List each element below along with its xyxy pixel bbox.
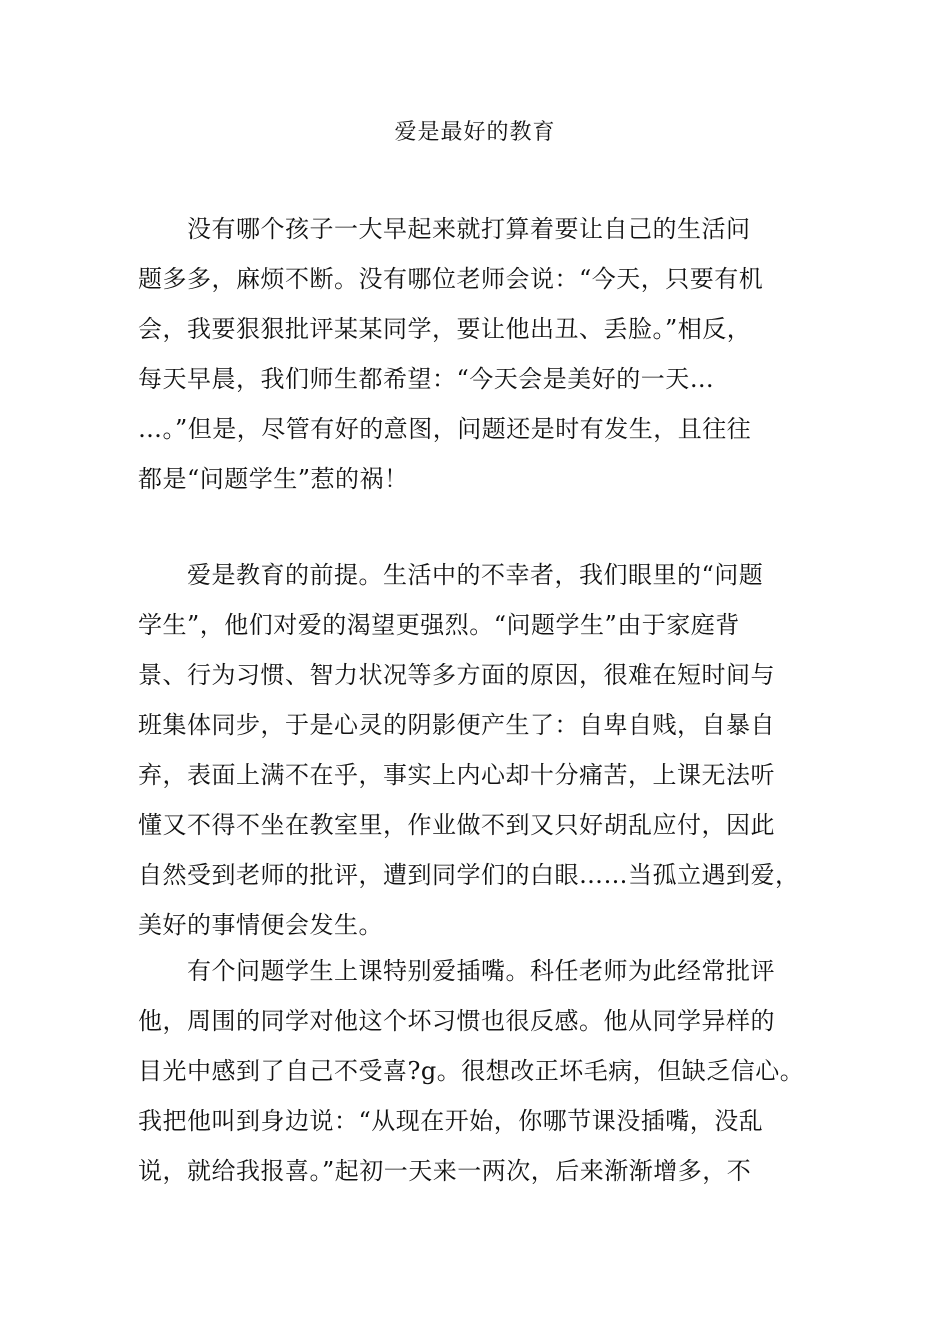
text-line: 都是“问题学生”惹的祸！ bbox=[138, 465, 409, 493]
text-line: 每天早晨，我们师生都希望：“今天会是美好的一天… bbox=[138, 365, 715, 393]
text-line: 懂又不得不坐在教室里，作业做不到又只好胡乱应付，因此 bbox=[138, 811, 775, 839]
text-line: 美好的事情便会发生。 bbox=[138, 911, 383, 939]
text-line: 景、行为习惯、智力状况等多方面的原因，很难在短时间与 bbox=[138, 661, 775, 689]
text-line: 班集体同步，于是心灵的阴影便产生了：自卑自贱，自暴自 bbox=[138, 711, 775, 739]
text-line: 目光中感到了自己不受喜?g。很想改正坏毛病，但缺乏信心。 bbox=[138, 1057, 805, 1085]
paragraph-1 bbox=[138, 204, 818, 504]
text-line: 爱是教育的前提。生活中的不幸者，我们眼里的“问题 bbox=[138, 561, 764, 589]
text-line: 没有哪个孩子一大早起来就打算着要让自己的生活问 bbox=[138, 215, 751, 243]
paragraph-3 bbox=[138, 946, 818, 1196]
text-line: 题多多，麻烦不断。没有哪位老师会说：“今天，只要有机 bbox=[138, 265, 764, 293]
text-line: 说，就给我报喜。”起初一天来一两次，后来渐渐增多，不 bbox=[138, 1157, 752, 1185]
text-line: 他，周围的同学对他这个坏习惯也很反感。他从同学异样的 bbox=[138, 1007, 775, 1035]
paragraph-2 bbox=[138, 550, 818, 950]
text-line: 我把他叫到身边说：“从现在开始，你哪节课没插嘴，没乱 bbox=[138, 1107, 764, 1135]
text-line: 自然受到老师的批评，遭到同学们的白眼……当孤立遇到爱， bbox=[138, 861, 800, 889]
document-title: 爱是最好的教育 bbox=[394, 120, 556, 145]
text-line: 有个问题学生上课特别爱插嘴。科任老师为此经常批评 bbox=[138, 957, 775, 985]
text-line: 学生”，他们对爱的渴望更强烈。“问题学生”由于家庭背 bbox=[138, 611, 740, 639]
text-line: 弃，表面上满不在乎，事实上内心却十分痛苦，上课无法听 bbox=[138, 761, 775, 789]
text-line: 会，我要狠狠批评某某同学，要让他出丑、丢脸。”相反， bbox=[138, 315, 752, 343]
text-line: …。”但是，尽管有好的意图，问题还是时有发生，且往往 bbox=[138, 415, 752, 443]
